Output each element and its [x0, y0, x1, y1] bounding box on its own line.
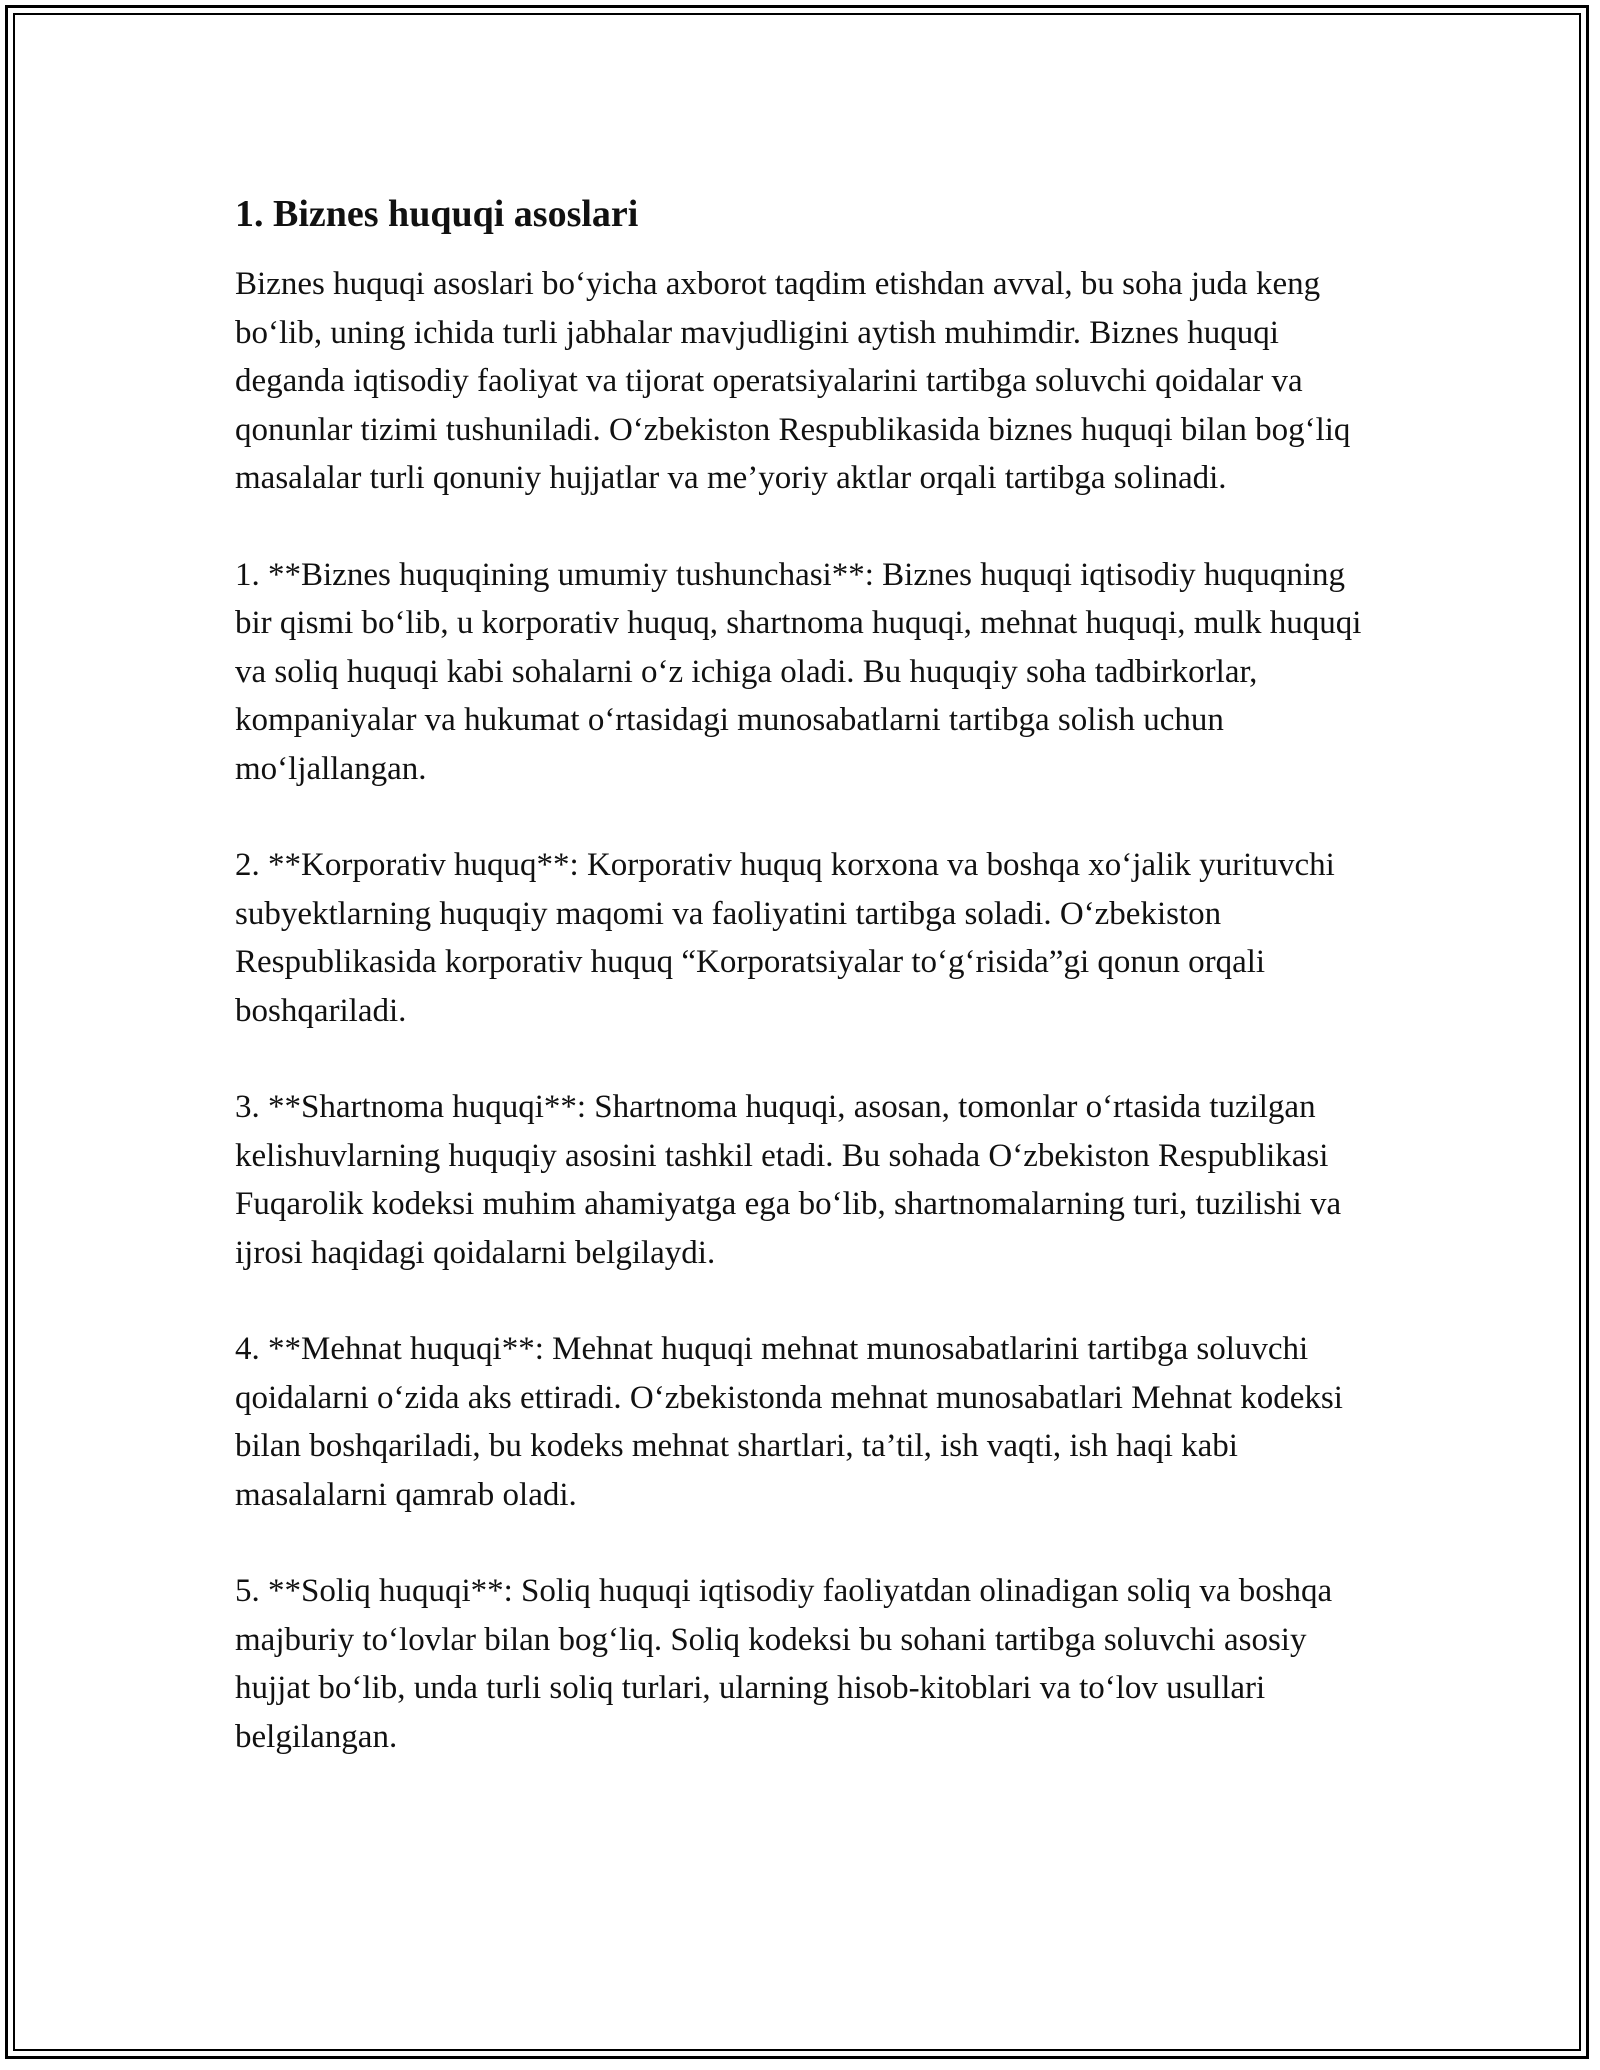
list-item-corporate-law: 2. **Korporativ huquq**: Korporativ huquq korxona va boshqa xo‘jalik yurituvchi subyektlarning huquqiy maqomi va faoliyatini tartibga soladi. O‘zbekiston Respublikasida korporativ huquq “Korporatsiyalar to‘g‘risida”gi qonun orqali boshqariladi.: [235, 847, 1335, 1029]
list-item-general-concept: 1. **Biznes huquqining umumiy tushunchasi**: Biznes huquqi iqtisodiy huquqning bir qismi bo‘lib, u korporativ huquq, shartnoma huquqi, mehnat huquqi, mulk huquqi va soliq huquqi kabi sohalarni o‘z ichiga oladi. Bu huquqiy soha tadbirkorlar, kompaniyalar va hukumat o‘rtasidagi munosabatlarni tartibga solish uchun mo‘ljallangan.: [235, 556, 1362, 787]
list-item-tax-law: 5. **Soliq huquqi**: Soliq huquqi iqtisodiy faoliyatdan olinadigan soliq va boshqa majburiy to‘lovlar bilan bog‘liq. Soliq kodeksi bu sohani tartibga soluvchi asosiy hujjat bo‘lib, unda turli soliq turlari, ularning hisob-kitoblari va to‘lov usullari belgilangan.: [235, 1573, 1333, 1755]
list-item-labor-law: 4. **Mehnat huquqi**: Mehnat huquqi mehnat munosabatlarini tartibga soluvchi qoidalarni o‘zida aks ettiradi. O‘zbekistonda mehnat munosabatlari Mehnat kodeksi bilan boshqariladi, bu kodeks mehnat shartlari, ta’til, ish vaqti, ish haqi kabi masalalarni qamrab oladi.: [235, 1331, 1343, 1513]
section-heading: 1. Biznes huquqi asoslari: [235, 193, 639, 235]
document-body: [235, 190, 1375, 1809]
list-item-contract-law: 3. **Shartnoma huquqi**: Shartnoma huquqi, asosan, tomonlar o‘rtasida tuzilgan kelishuvlarning huquqiy asosini tashkil etadi. Bu sohada O‘zbekiston Respublikasi Fuqarolik kodeksi muhim ahamiyatga ega bo‘lib, shartnomalarning turi, tuzilishi va ijrosi haqidagi qoidalarni belgilaydi.: [235, 1089, 1342, 1271]
intro-paragraph: Biznes huquqi asoslari bo‘yicha axborot taqdim etishdan avval, bu soha juda keng bo‘lib, uning ichida turli jabhalar mavjudligini aytish muhimdir. Biznes huquqi deganda iqtisodiy faoliyat va tijorat operatsiyalarini tartibga soluvchi qoidalar va qonunlar tizimi tushuniladi. O‘zbekiston Respublikasida biznes huquqi bilan bog‘liq masalalar turli qonuniy hujjatlar va me’yoriy aktlar orqali tartibga solinadi.: [235, 266, 1351, 496]
